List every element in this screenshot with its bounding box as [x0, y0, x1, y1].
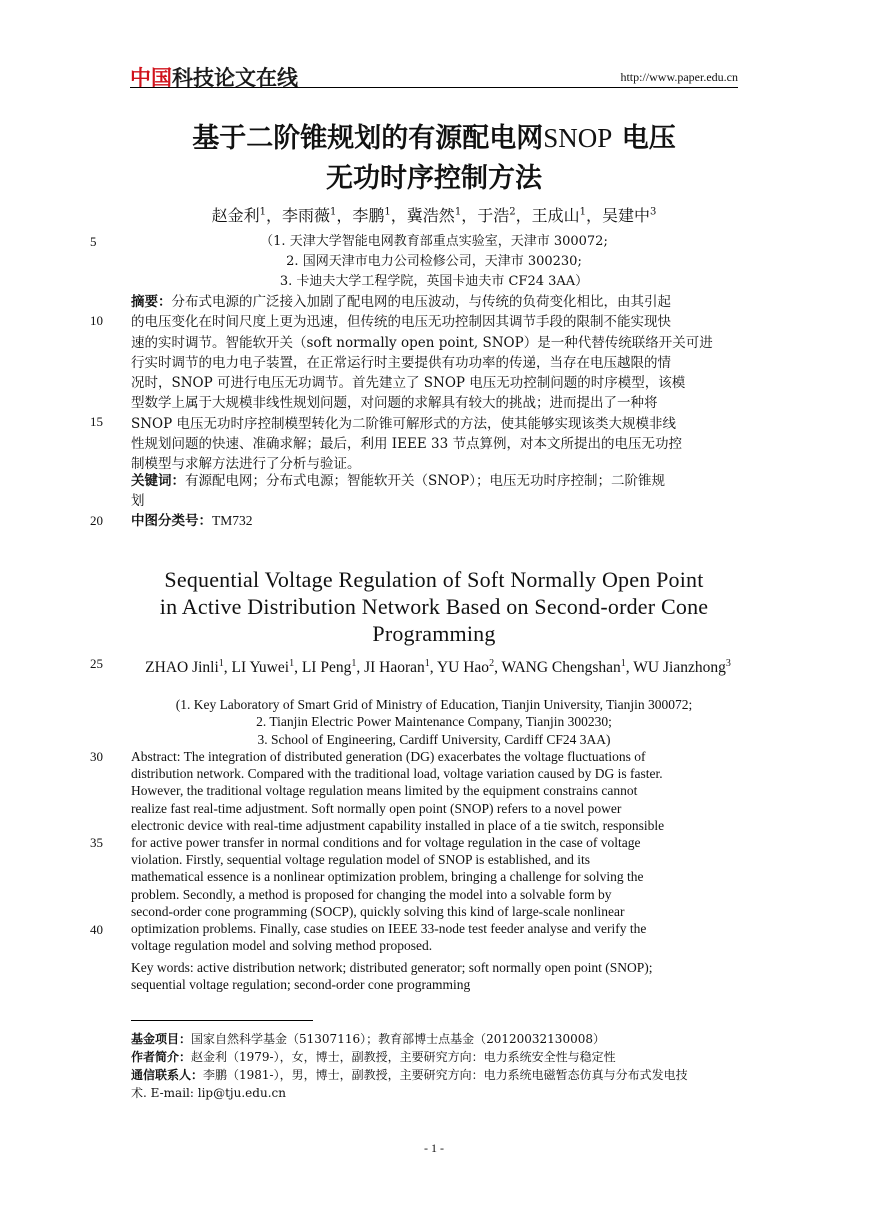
author-affiliation-sup: 1 — [259, 206, 266, 218]
affiliation-cn-1: （1. 天津大学智能电网教育部重点实验室，天津市 300072; — [260, 234, 608, 249]
line-number: 15 — [90, 414, 103, 429]
author-separator: , — [356, 659, 365, 677]
author-name: YU Hao — [436, 659, 490, 677]
author-name: LI Peng — [301, 659, 352, 677]
header-url[interactable]: http://www.paper.edu.cn — [620, 70, 738, 84]
author-separator: , — [625, 659, 634, 677]
author-separator: ， — [265, 206, 282, 225]
page-number: - 1 - — [424, 1141, 444, 1155]
logo-red-text: 中国 — [130, 66, 172, 90]
author-name: 于浩 — [477, 206, 510, 225]
author-name: 赵金利 — [211, 206, 260, 225]
author-separator: , — [429, 659, 437, 677]
author-name: WANG Chengshan — [501, 659, 621, 677]
author-affiliation-sup: 3 — [725, 658, 731, 669]
author-name: 王成山 — [531, 206, 580, 225]
author-affiliation-sup: 1 — [579, 206, 586, 218]
line-number: 35 — [90, 835, 103, 850]
clc-label: 中图分类号： — [131, 513, 212, 529]
author-affiliation-sup: 1 — [454, 206, 462, 218]
logo-dark-text: 科技论文在线 — [172, 66, 298, 90]
footnote-author: 作者简介：赵金利（1979-），女，博士，副教授，主要研究方向：电力系统安全性与稳定性 — [131, 1050, 616, 1064]
line-number: 30 — [90, 749, 103, 764]
author-affiliation-sup: 2 — [509, 206, 516, 218]
author-affiliation-sup: 3 — [650, 206, 657, 218]
clc-number: 中图分类号：TM732 — [131, 513, 253, 529]
author-affiliation-sup: 2 — [489, 658, 495, 669]
author-name: 李雨薇 — [281, 206, 330, 225]
author-affiliation-sup: 1 — [289, 658, 295, 669]
author-name: 冀浩然 — [406, 206, 455, 225]
affiliation-cn-2: 2. 国网天津市电力公司检修公司，天津市 300230; — [286, 254, 582, 269]
author-separator: ， — [336, 206, 353, 225]
title-cn-line1: 基于二阶锥规划的有源配电网SNOP 电压 — [192, 123, 676, 154]
line-number: 10 — [90, 313, 103, 328]
author-affiliation-sup: 1 — [620, 658, 626, 669]
affiliation-en-1: (1. Key Laboratory of Smart Grid of Ministry of Education, Tianjin University, Tianjin 300072; — [175, 697, 693, 712]
author-separator: ， — [461, 206, 478, 225]
author-separator: , — [223, 659, 232, 677]
line-number: 40 — [90, 922, 103, 937]
footnote-divider — [131, 1020, 313, 1021]
author-name: JI Haoran — [364, 659, 425, 677]
author-separator: , — [494, 659, 502, 677]
author-affiliation-sup: 1 — [424, 658, 430, 669]
authors-cn — [130, 203, 738, 226]
footnote-contact: 通信联系人：李鹏（1981-），男，博士，副教授，主要研究方向：电力系统电磁暂态仿真与分布式发电技 术. E-mail: lip@tju.edu.cn — [131, 1068, 688, 1100]
affiliation-en-2: 2. Tianjin Electric Power Maintenance Company, Tianjin 300230; — [256, 714, 612, 729]
abstract-cn: 摘要：分布式电源的广泛接入加剧了配电网的电压波动，与传统的负荷变化相比，由其引起 的电压变化在时间尺度上更为迅速，但传统的电压无功控制因其调节手段的限制不能实现快 速的实时调节。智能软开关（soft normally open point, SNOP）是一种代替传统联络开关可进 行实时调节的电力电子装置，在正常运行时主要提供有功功率的传递，当存在电压越限的情 况时，SNOP 可进行电压无功调节。首先建立了 SNOP 电压无功控制问题的时序模型，该模 型数学上属于大规模非线性规划问题，对问题的求解具有较大的挑战；进而提出了一种将 SNOP 电压无功时序控制模型转化为二阶锥可解形式的方法，使其能够实现该类大规模非线 性规划问题的快速、准确求解；最后，利用 IEEE 33 节点算例，对本文所提出的电压无功控 制模型与求解方法进行了分析与验证。 — [131, 294, 713, 473]
abstract-en-label: Abstract: — [131, 749, 184, 764]
keywords-en-label: Key words: — [131, 960, 197, 975]
abstract-en: Abstract: The integration of distributed generation (DG) exacerbates the voltage fluctuations of distribution network. Compared with the traditional load, voltage variation caused by DG is faster. However, the traditional voltage regulation means limited by the equipment constrains cannot realize fast real-time adjustment. Soft normally open point (SNOP) refers to a novel power electronic device with real-time adjustment capability installed in place of a tie switch, responsible for active power transfer in normal conditions and for voltage regulation in the case of voltage violation. Firstly, sequential voltage regulation model of SNOP is established, and its mathematical essence is a nonlinear optimization problem, bringing a challenge for solving the problem. Secondly, a method is proposed for changing the model into a solvable form by second-order cone programming (SOCP), quickly solving this kind of large-scale nonlinear optimization problems. Finally, case studies on IEEE 33-node test feeder analyse and verify the voltage regulation model and solving method proposed. — [131, 749, 665, 954]
author-affiliation-sup: 1 — [330, 206, 337, 218]
author-name: LI Yuwei — [231, 659, 290, 677]
author-separator: ， — [515, 206, 532, 225]
author-separator: ， — [586, 206, 603, 225]
keywords-en: Key words: active distribution network; distributed generator; soft normally open point (SNOP); sequential voltage regulation; second-order cone programming — [131, 960, 653, 993]
authors-en — [138, 653, 738, 679]
author-name: 吴建中 — [602, 206, 651, 225]
author-name: 李鹏 — [352, 206, 385, 225]
author-name: WU Jianzhong — [633, 659, 726, 677]
footnote-fund: 基金项目：国家自然科学基金（51307116）；教育部博士点基金（20120032130008） — [131, 1032, 605, 1046]
header-divider — [130, 87, 738, 88]
author-affiliation-sup: 1 — [351, 658, 357, 669]
paper-title-cn — [130, 118, 738, 199]
title-cn-line2: 无功时序控制方法 — [326, 163, 542, 194]
keywords-cn: 关键词：有源配电网；分布式电源；智能软开关（SNOP）；电压无功时序控制；二阶锥规 划 — [131, 473, 665, 510]
author-affiliation-sup: 1 — [218, 658, 224, 669]
author-separator: , — [294, 659, 302, 677]
author-affiliation-sup: 1 — [384, 206, 391, 218]
affiliation-en-3: 3. School of Engineering, Cardiff University, Cardiff CF24 3AA) — [257, 732, 611, 747]
line-number: 5 — [90, 234, 97, 249]
author-separator: ， — [390, 206, 407, 225]
affiliation-cn-3: 3. 卡迪夫大学工程学院，英国卡迪夫市 CF24 3AA） — [279, 274, 589, 289]
abstract-cn-label: 摘要： — [131, 294, 172, 310]
line-number: 25 — [90, 656, 103, 671]
paper-title-en: Sequential Voltage Regulation of Soft Normally Open Point in Active Distribution Network Based on Second-order Cone Programming — [159, 567, 709, 646]
line-number: 20 — [90, 513, 103, 528]
author-name: ZHAO Jinli — [145, 659, 219, 677]
keywords-cn-label: 关键词： — [131, 473, 185, 489]
